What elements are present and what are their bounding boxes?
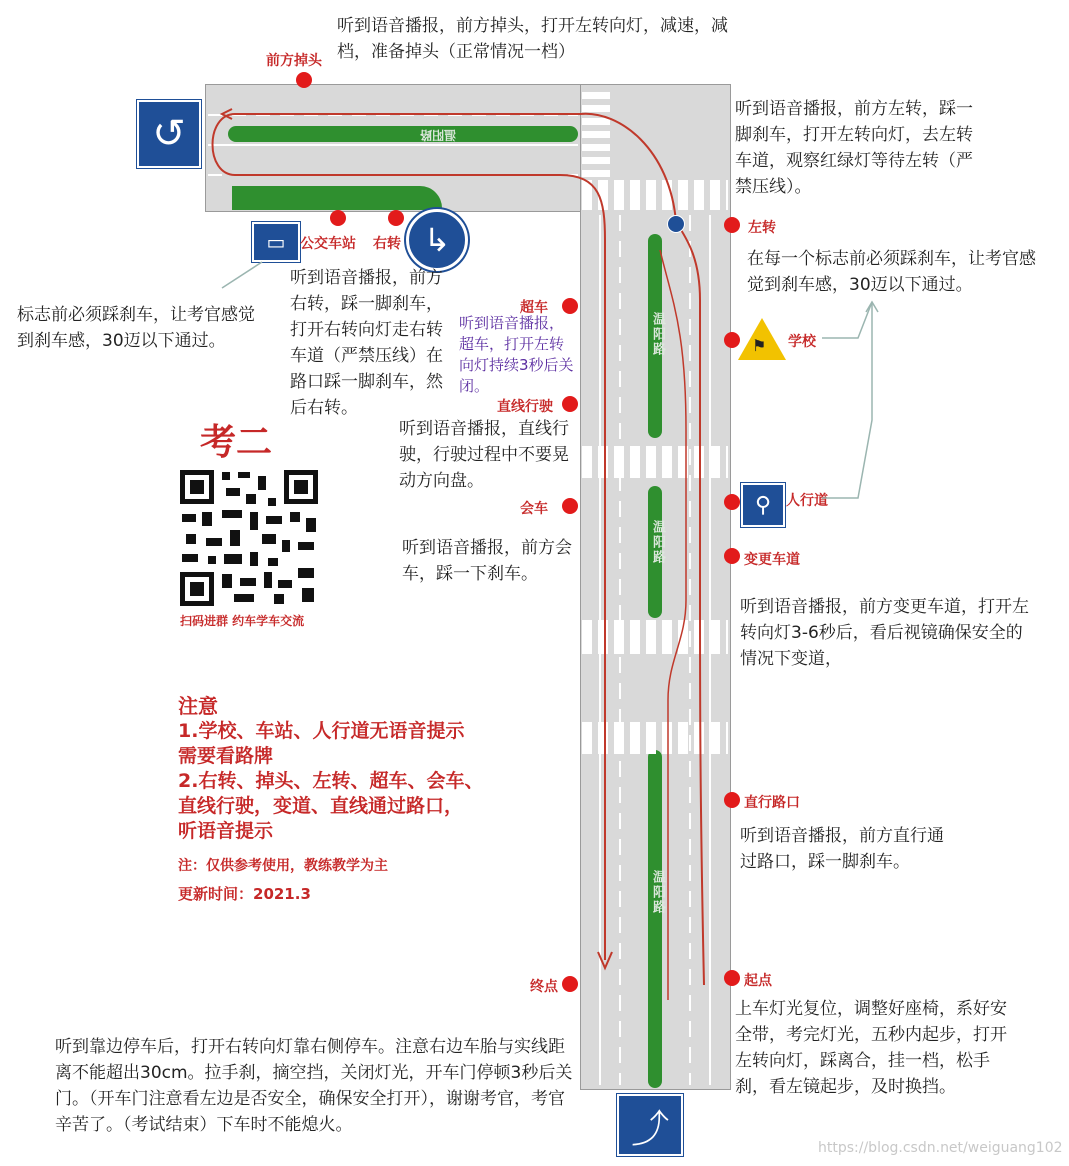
road-name-1: 温阳路 <box>650 312 665 357</box>
bus-stop-sign: ▭ <box>252 222 300 262</box>
note-left-turn: 听到语音播报，前方左转，踩一脚刹车，打开左转向灯，去左转车道，观察红绿灯等待左转（严禁压线）。 <box>735 99 973 197</box>
note-bus: 标志前必须踩刹车，让考官感觉到刹车感，30迈以下通过。 <box>17 305 255 351</box>
crosswalk-sign: ⚲ <box>741 483 785 527</box>
attention-line-5: 听语音提示 <box>178 820 274 842</box>
road-name-2: 温阳路 <box>650 520 665 565</box>
note-overtake: 听到语音播报，超车，打开左转向灯持续3秒后关闭。 <box>459 314 574 395</box>
updated-date: 更新时间：2021.3 <box>178 885 311 903</box>
qr-code-image[interactable] <box>178 468 320 608</box>
promo-title: 考二 <box>200 422 273 463</box>
left-turn-label: 左转 <box>748 220 776 236</box>
school-icon: ⚑ <box>752 336 767 355</box>
attention-line-3: 2.右转、掉头、左转、超车、会车、 <box>178 770 484 792</box>
road-name-horizontal: 温阳路 <box>420 128 457 142</box>
note-straight: 听到语音播报，直线行驶，行驶过程中不要晃动方向盘。 <box>399 419 569 491</box>
lane-change-label: 变更车道 <box>744 552 800 568</box>
qr-caption: 扫码进群 约车学车交流 <box>180 614 305 628</box>
note-uturn: 听到语音播报，前方掉头，打开左转向灯，减速，减档，准备掉头（正常情况一档） <box>337 16 728 62</box>
note-lane-change: 听到语音播报，前方变更车道，打开左转向灯3-6秒后，看后视镜确保安全的情况下变道， <box>740 597 1029 669</box>
note-right-turn: 听到语音播报，前方右转，踩一脚刹车，打开右转向灯走右转车道（严禁压线）在路口踩一脚刹车，然后右转。 <box>290 268 443 418</box>
note-end: 听到靠边停车后，打开右转向灯靠右侧停车。注意右边车胎与实线距离不能超出30cm。拉手刹，摘空挡，关闭灯光，开车门停顿3秒后关门。（开车门注意看左边是否安全，确保安全打开），谢谢考官，考官辛苦了。（考试结束）下车时不能熄火。 <box>55 1037 573 1135</box>
disclaimer: 注：仅供参考使用，教练教学为主 <box>178 858 388 874</box>
right-turn-label: 右转 <box>373 236 401 252</box>
meet-label: 会车 <box>520 501 548 517</box>
straight-label: 直线行驶 <box>497 399 553 415</box>
start-label: 起点 <box>744 973 772 989</box>
start-uturn-sign: ⤴ <box>617 1094 683 1156</box>
note-meet: 听到语音播报，前方会车，踩一下刹车。 <box>402 538 572 584</box>
attention-line-1: 1.学校、车站、人行道无语音提示 <box>178 720 465 742</box>
uturn-sign: ↺ <box>137 100 201 168</box>
right-turn-sign: ↳ <box>406 209 468 271</box>
crosswalk-label: 人行道 <box>786 493 828 509</box>
end-label: 终点 <box>530 979 558 995</box>
bus-stop-label: 公交车站 <box>300 236 356 252</box>
note-intersection: 听到语音播报，前方直行通过路口，踩一脚刹车。 <box>740 826 944 872</box>
road-name-3: 温阳路 <box>650 870 665 915</box>
attention-line-4: 直线行驶，变道、直线通过路口， <box>178 795 464 817</box>
uturn-label: 前方掉头 <box>266 53 322 69</box>
watermark: https://blog.csdn.net/weiguang102 <box>818 1140 1063 1156</box>
school-label: 学校 <box>788 334 816 350</box>
note-signs: 在每一个标志前必须踩刹车，让考官感觉到刹车感，30迈以下通过。 <box>747 249 1036 295</box>
attention-line-2: 需要看路牌 <box>178 745 274 767</box>
attention-heading: 注意 <box>178 694 218 718</box>
intersection-label: 直行路口 <box>744 795 800 811</box>
overtake-label: 超车 <box>520 300 548 316</box>
note-start: 上车灯光复位，调整好座椅，系好安全带，考完灯光，五秒内起步，打开左转向灯，踩离合，挂一档，松手刹，看左镜起步，及时换挡。 <box>735 999 1007 1097</box>
